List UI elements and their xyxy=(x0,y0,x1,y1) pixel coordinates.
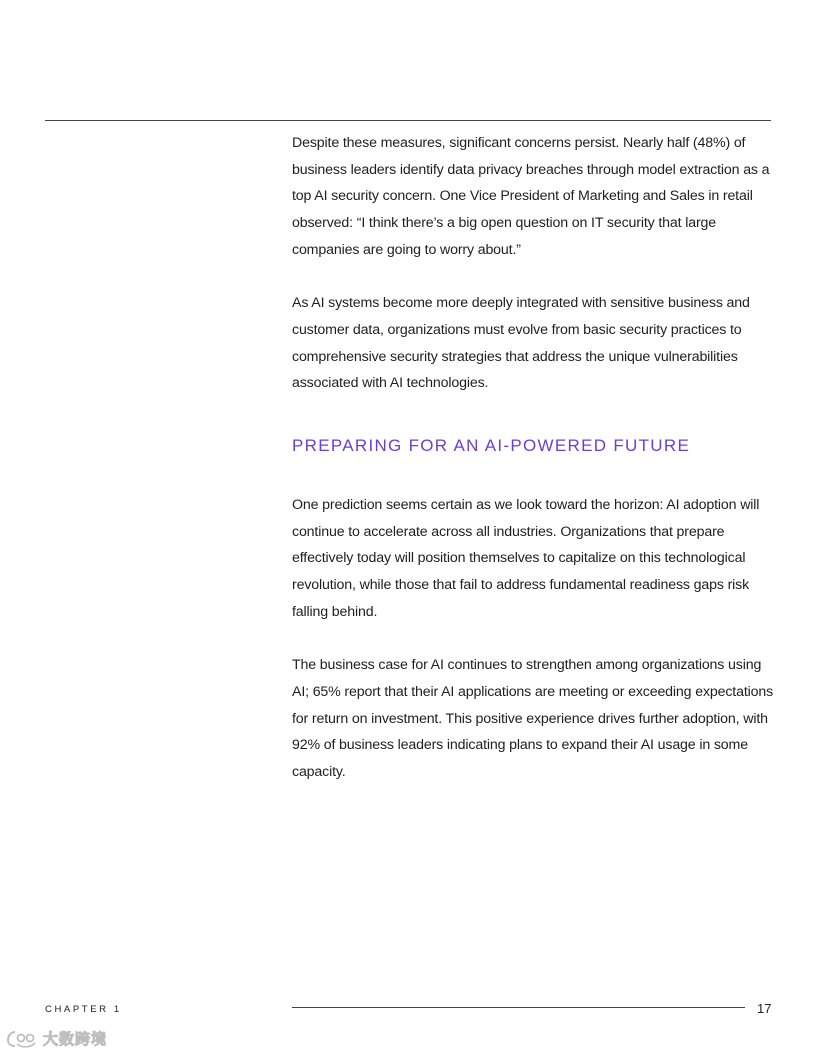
page-number: 17 xyxy=(757,1001,772,1016)
watermark xyxy=(6,1028,107,1049)
watermark-text: 大数跨境 xyxy=(43,1031,108,1048)
section-heading: PREPARING FOR AN AI-POWERED FUTURE xyxy=(292,436,691,456)
paragraph-business-case: The business case for AI continues to strengthen among organizations using AI; 65% report that their AI applications are meeting or exceeding expectations for return on investment. This positive experience drives further adoption, with 92% of business leaders indicating plans to expand their AI usage in some capacity. xyxy=(292,657,774,781)
main-content xyxy=(292,130,776,786)
top-divider xyxy=(45,120,771,121)
paragraph-security-strategies: As AI systems become more deeply integrated with sensitive business and customer data, organizations must evolve from basic security practices to comprehensive security strategies that address the unique vulnerabilities associated with AI technologies. xyxy=(292,295,750,392)
paragraph-ai-adoption: One prediction seems certain as we look toward the horizon: AI adoption will continue to accelerate across all industries. Organizations that prepare effectively today will position themselves to capitalize on this technological revolution, while those that fail to address fundamental readiness gaps risk falling behind. xyxy=(292,497,760,620)
footer-chapter-label: CHAPTER 1 xyxy=(45,1004,122,1015)
logo-icon xyxy=(6,1029,40,1049)
footer-divider xyxy=(292,1007,745,1008)
paragraph-security-concerns: Despite these measures, significant concerns persist. Nearly half (48%) of business leaders identify data privacy breaches through model extraction as a top AI security concern. One Vice President of Marketing and Sales in retail observed: “I think there’s a big open question on IT security that large companies are going to worry about.” xyxy=(292,135,770,258)
